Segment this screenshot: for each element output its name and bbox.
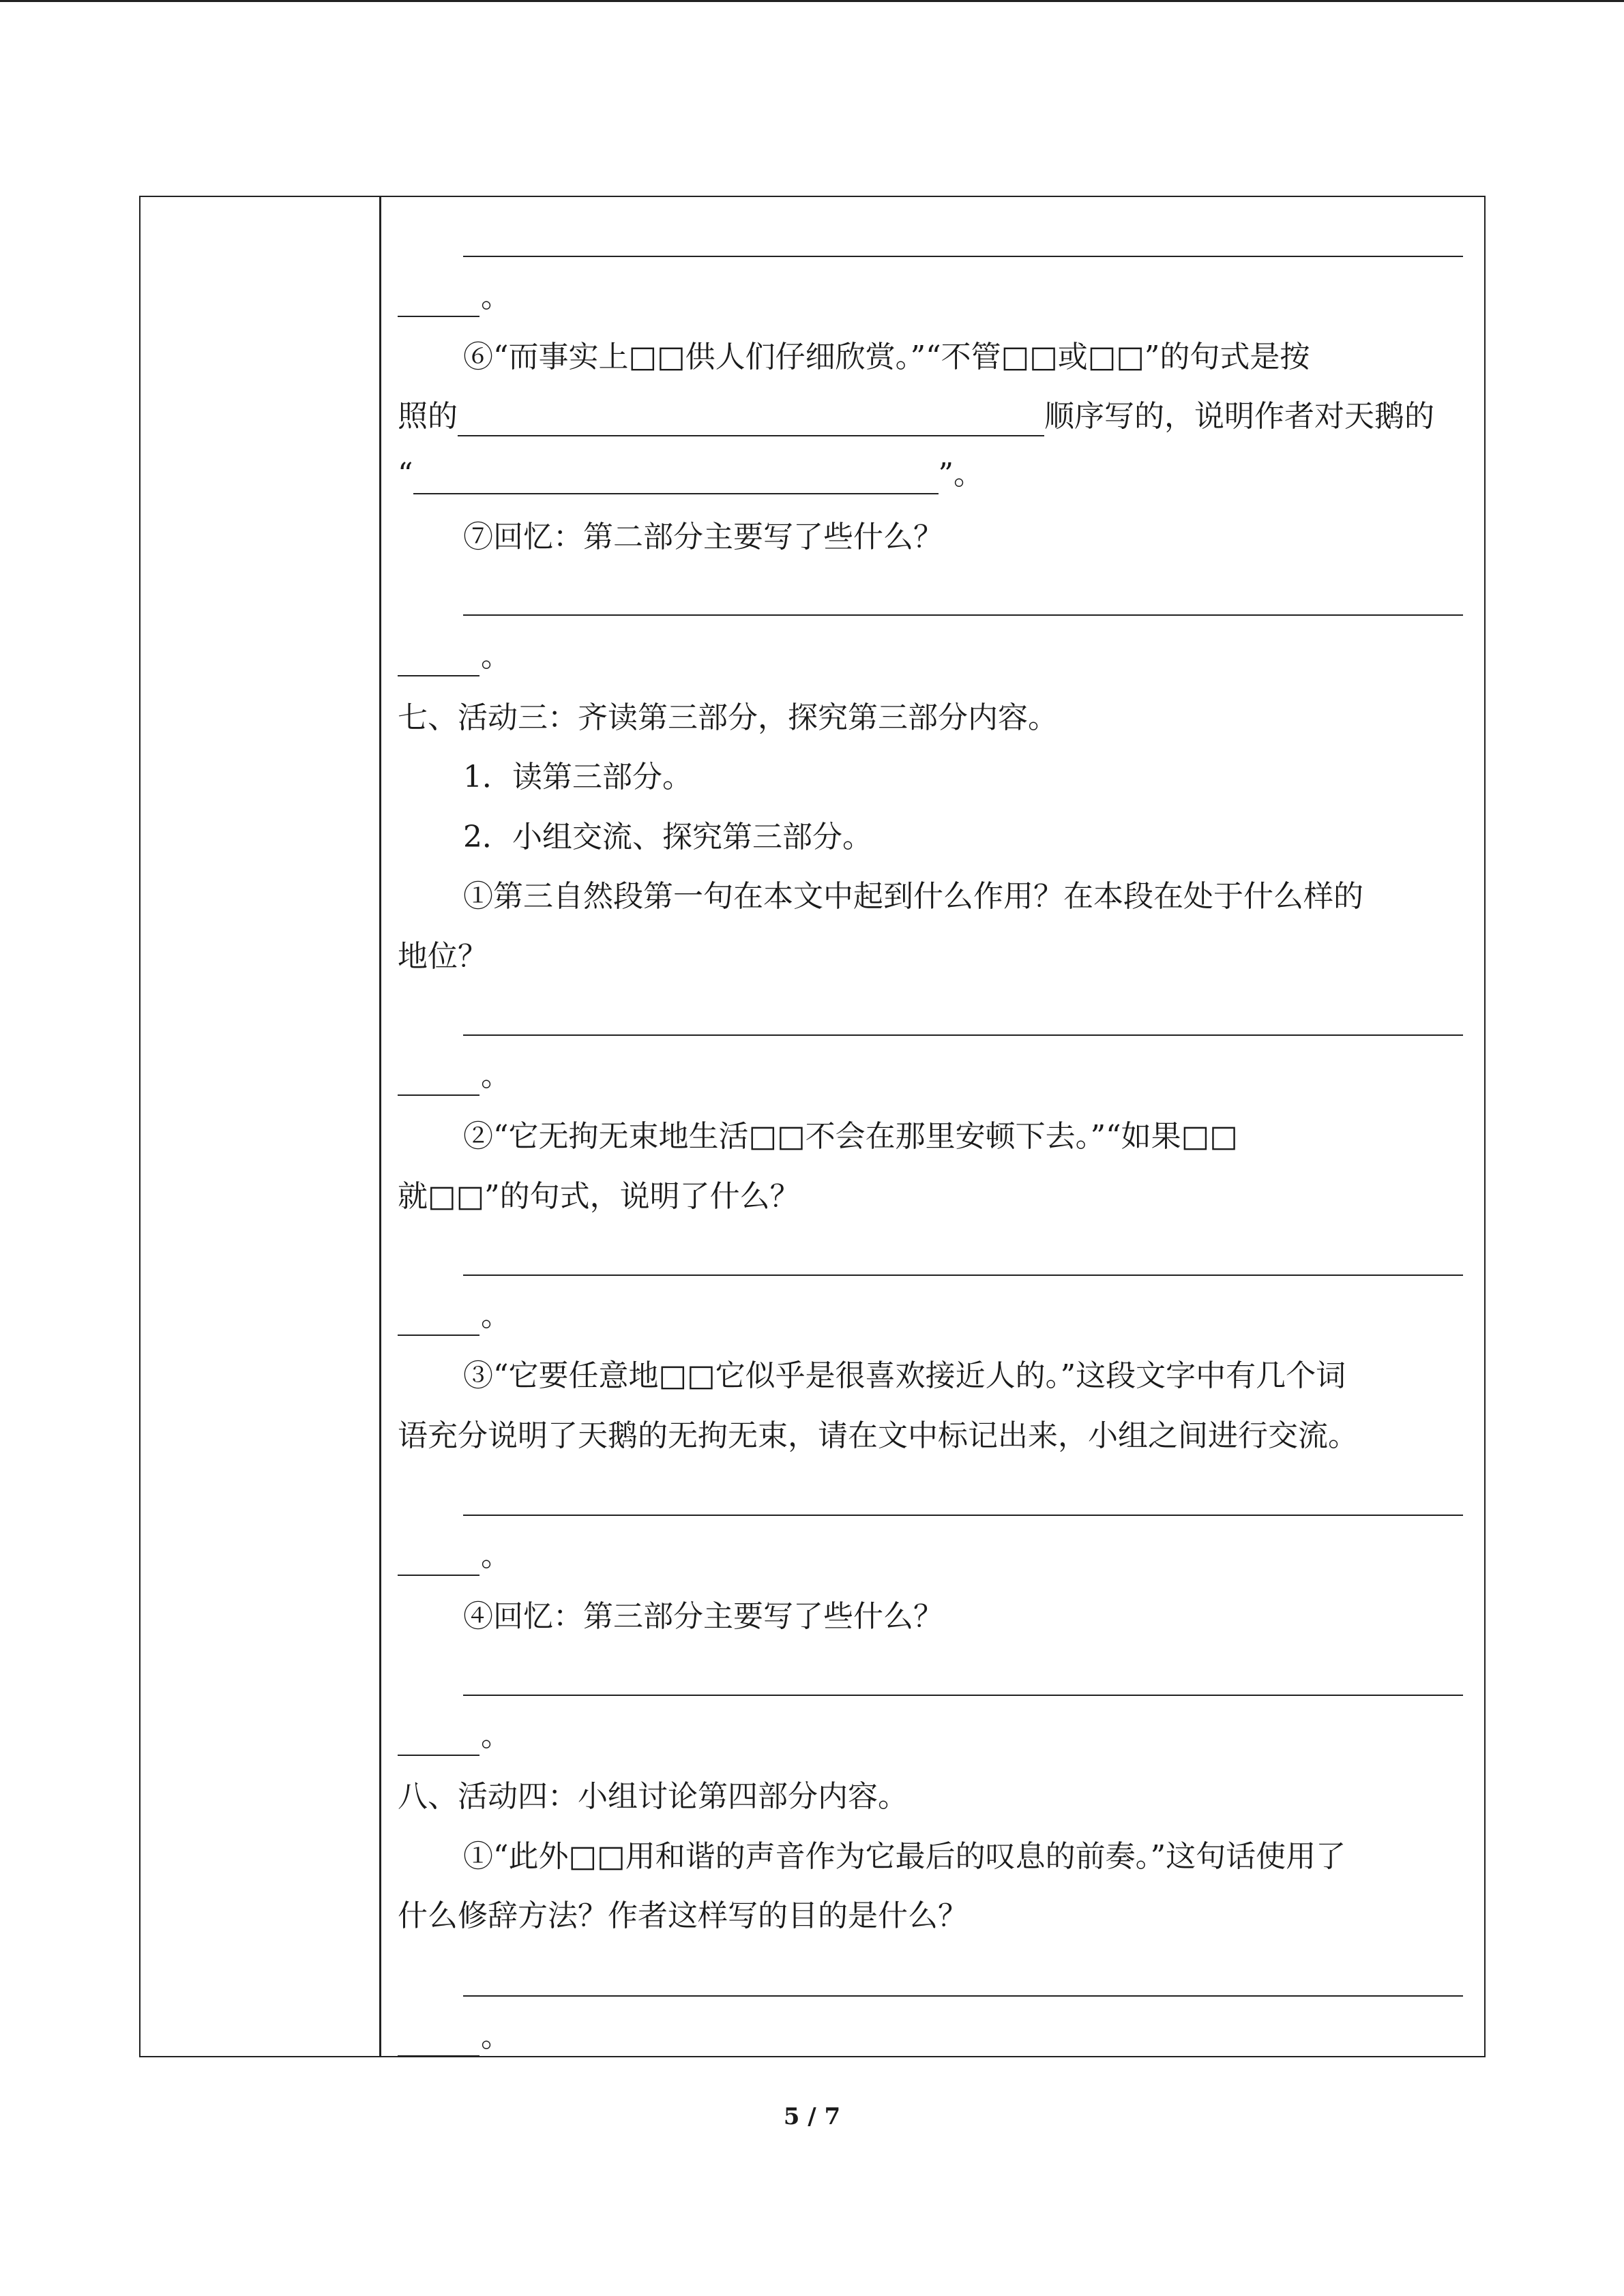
question-6-line-2: 照的 顺序写的，说明作者对天鹅的 (398, 397, 1434, 436)
answer-line (463, 1695, 1463, 1696)
answer-line-end: 。 (398, 2017, 511, 2057)
answer-line-end: 。 (398, 1056, 511, 1096)
q4-line: ④回忆：第三部分主要写了些什么？ (463, 1599, 943, 1634)
q2-line-1: ②“它无拘无束地生活□□不会在那里安顿下去。”“如果□□ (463, 1119, 1238, 1154)
answer-line (463, 1274, 1463, 1276)
fill-blank-order[interactable] (458, 406, 1044, 436)
answer-line (463, 614, 1463, 616)
r1-line-2: 什么修辞方法？作者这样写的目的是什么？ (398, 1898, 968, 1933)
content-column (381, 197, 1484, 2056)
page-number: 5 / 7 (783, 2103, 841, 2130)
section-7-step-2: 2．小组交流、探究第三部分。 (463, 820, 872, 854)
answer-line-end: 。 (398, 637, 511, 676)
fill-blank-attitude[interactable] (413, 464, 939, 494)
section-8-heading: 八、活动四：小组讨论第四部分内容。 (398, 1779, 908, 1814)
answer-line-end: 。 (398, 1716, 511, 1756)
answer-line-end: 。 (398, 1296, 511, 1336)
answer-line (463, 1515, 1463, 1516)
q1-line-1: ①第三自然段第一句在本文中起到什么作用？在本段在处于什么样的 (463, 879, 1363, 914)
question-6-line-3: “ ”。 (398, 455, 984, 494)
answer-line (463, 1034, 1463, 1036)
q2-line-2: 就□□”的句式，说明了什么？ (398, 1179, 800, 1214)
answer-line (463, 256, 1463, 257)
top-border-line (0, 0, 1624, 2)
worksheet-table (139, 196, 1486, 2057)
question-7: ⑦回忆：第二部分主要写了些什么？ (463, 520, 943, 554)
answer-line (463, 1995, 1463, 1997)
q1-line-2: 地位？ (398, 939, 488, 974)
section-7-step-1: 1．读第三部分。 (463, 760, 692, 794)
q3-line-1: ③“它要任意地□□它似乎是很喜欢接近人的。”这段文字中有几个词 (463, 1358, 1346, 1393)
question-6-line-1: ⑥“而事实上□□供人们仔细欣赏。”“不管□□或□□”的句式是按 (463, 340, 1310, 374)
answer-line-end: 。 (398, 278, 511, 317)
section-7-heading: 七、活动三：齐读第三部分，探究第三部分内容。 (398, 700, 1058, 735)
r1-line-1: ①“此外□□用和谐的声音作为它最后的叹息的前奏。”这句话使用了 (463, 1839, 1346, 1874)
answer-line-end: 。 (398, 1536, 511, 1576)
q3-line-2: 语充分说明了天鹅的无拘无束，请在文中标记出来，小组之间进行交流。 (398, 1418, 1358, 1453)
